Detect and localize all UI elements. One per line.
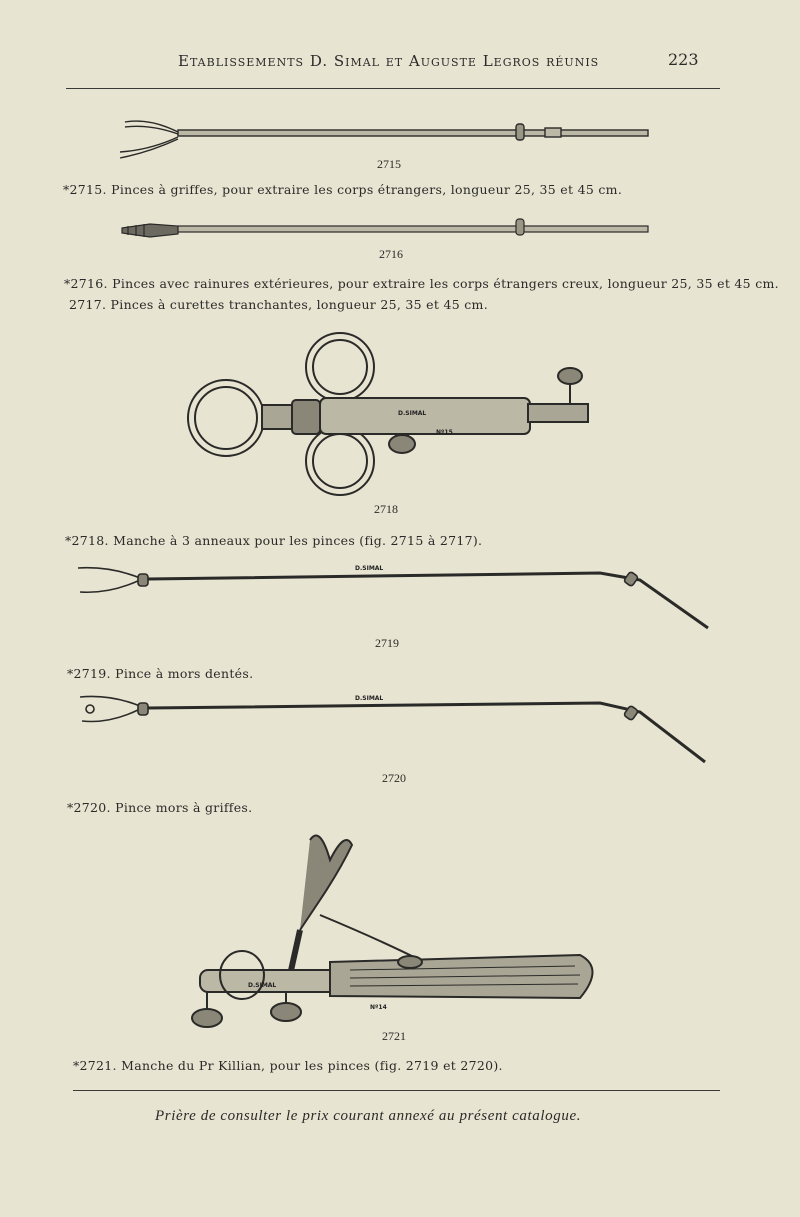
- maker-stamp: D.SIMAL: [398, 410, 427, 417]
- model-stamp: Nº15: [436, 429, 453, 436]
- figure-number: 2721: [382, 1029, 406, 1043]
- figure-caption: *2720. Pince mors à griffes.: [67, 800, 253, 815]
- figure-number: 2716: [379, 247, 403, 261]
- model-stamp: Nº14: [370, 1004, 387, 1011]
- figure-number: 2719: [375, 636, 399, 650]
- figure-number: 2720: [382, 771, 406, 785]
- footer-rule: [73, 1090, 720, 1091]
- figure-caption: *2715. Pinces à griffes, pour extraire les corps étrangers, longueur 25, 35 et 45 cm.: [63, 182, 623, 197]
- figure-number: 2718: [374, 502, 398, 516]
- running-title: Etablissements D. Simal et Auguste Legros réunis: [178, 52, 600, 70]
- figure-caption: *2716. Pinces avec rainures extérieures, pour extraire les corps étrangers creux, longueur 25, 35 et 45 cm.: [64, 276, 779, 291]
- figure-caption: *2718. Manche à 3 anneaux pour les pinces (fig. 2715 à 2717).: [65, 533, 483, 548]
- page-number: 223: [668, 50, 699, 69]
- figure-number: 2715: [377, 157, 401, 171]
- footer-note: Prière de consulter le prix courant annexé au présent catalogue.: [155, 1108, 582, 1124]
- maker-stamp: D.SIMAL: [355, 565, 384, 572]
- figure-caption: *2721. Manche du Pr Killian, pour les pinces (fig. 2719 et 2720).: [73, 1058, 503, 1073]
- figure-caption: *2719. Pince à mors dentés.: [67, 666, 254, 681]
- figure-caption: 2717. Pinces à curettes tranchantes, longueur 25, 35 et 45 cm.: [69, 297, 488, 312]
- maker-stamp: D.SIMAL: [248, 982, 277, 989]
- maker-stamp: D.SIMAL: [355, 695, 384, 702]
